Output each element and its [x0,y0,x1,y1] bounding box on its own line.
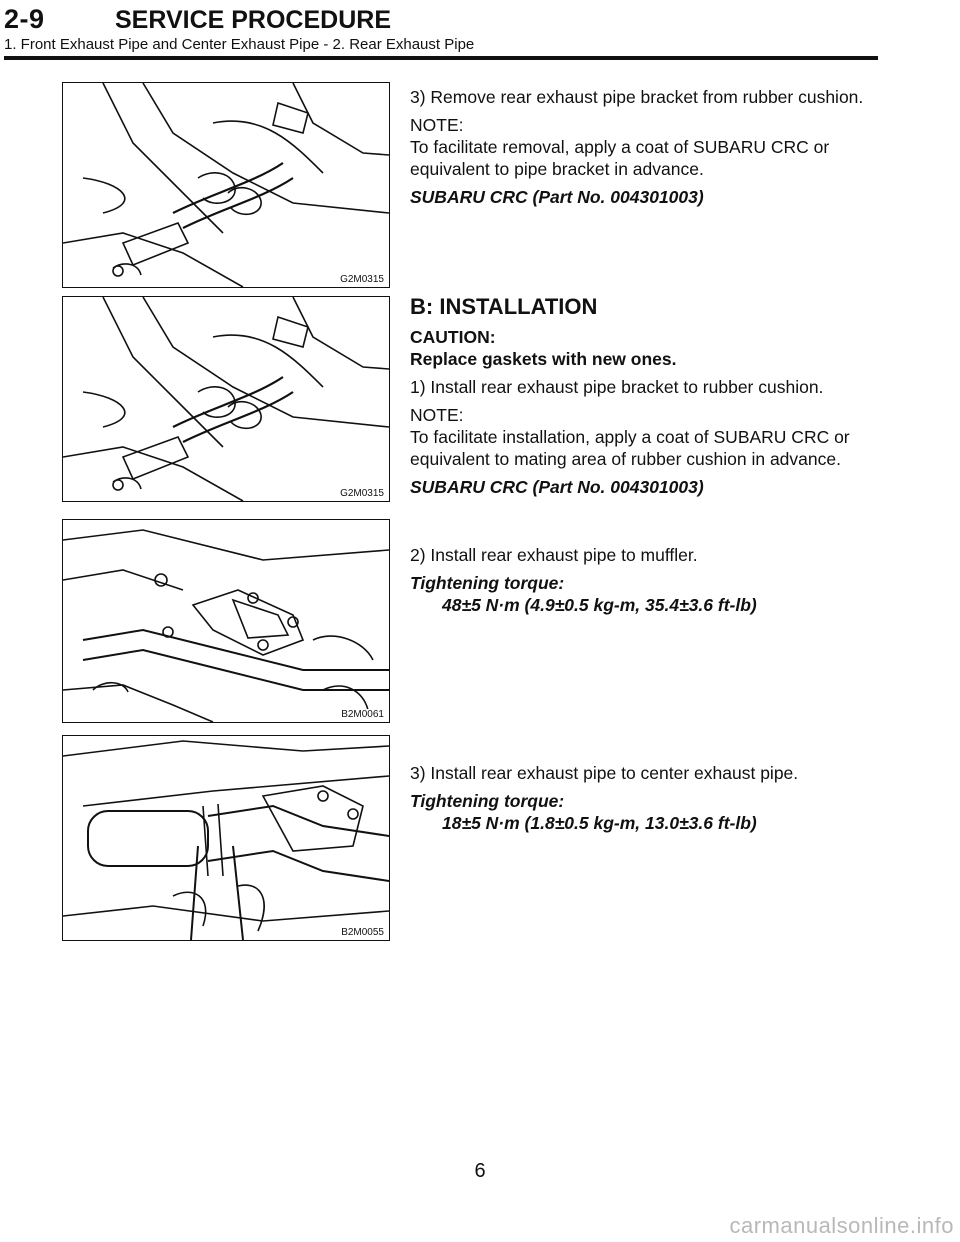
figure-label: G2M0315 [340,274,384,285]
illustration-muffler-joint [63,520,389,722]
page-number: 6 [474,1160,486,1182]
installation-block [410,296,880,504]
illustration-exhaust-bracket-install [63,297,389,501]
install-step-2: 2) Install rear exhaust pipe to muffler. [410,545,698,565]
torque-label: Tightening torque: [410,791,565,811]
installation-heading: B: INSTALLATION [410,294,598,319]
part-number: SUBARU CRC (Part No. 004301003) [410,187,704,207]
figure-label: G2M0315 [340,488,384,499]
removal-step-3: 3) Remove rear exhaust pipe bracket from rubber cushion. [410,87,864,107]
install-step-3-block [410,762,880,840]
watermark: carmanualsonline.info [729,1213,954,1238]
caution-text: Replace gaskets with new ones. [410,349,677,369]
install-step-1: 1) Install rear exhaust pipe bracket to rubber cushion. [410,377,824,397]
header-rule [4,56,878,60]
figure-install-center-pipe [62,735,390,941]
torque-value: 48±5 N·m (4.9±0.5 kg-m, 35.4±3.6 ft-lb) [442,595,757,615]
note-text: To facilitate installation, apply a coat of SUBARU CRC or equivalent to mating area of rubber cushion in advance. [410,427,850,469]
caution-label: CAUTION: [410,327,496,347]
install-step-2-block [410,544,880,622]
section-code: 2-9 [4,4,45,34]
figure-label: B2M0061 [341,709,384,720]
torque-value: 18±5 N·m (1.8±0.5 kg-m, 13.0±3.6 ft-lb) [442,813,757,833]
figure-install-bracket [62,296,390,502]
illustration-exhaust-bracket [63,83,389,287]
section-title: SERVICE PROCEDURE [115,6,391,34]
note-text: To facilitate removal, apply a coat of SUBARU CRC or equivalent to pipe bracket in advance. [410,137,830,179]
section-subtitle: 1. Front Exhaust Pipe and Center Exhaust Pipe - 2. Rear Exhaust Pipe [4,36,475,53]
note-label: NOTE: [410,405,464,425]
figure-install-muffler [62,519,390,723]
removal-step-3-block [410,86,880,214]
note-label: NOTE: [410,115,464,135]
illustration-center-pipe-joint [63,736,389,940]
install-step-3: 3) Install rear exhaust pipe to center exhaust pipe. [410,763,799,783]
part-number: SUBARU CRC (Part No. 004301003) [410,477,704,497]
figure-label: B2M0055 [341,927,384,938]
torque-label: Tightening torque: [410,573,565,593]
figure-remove-bracket [62,82,390,288]
